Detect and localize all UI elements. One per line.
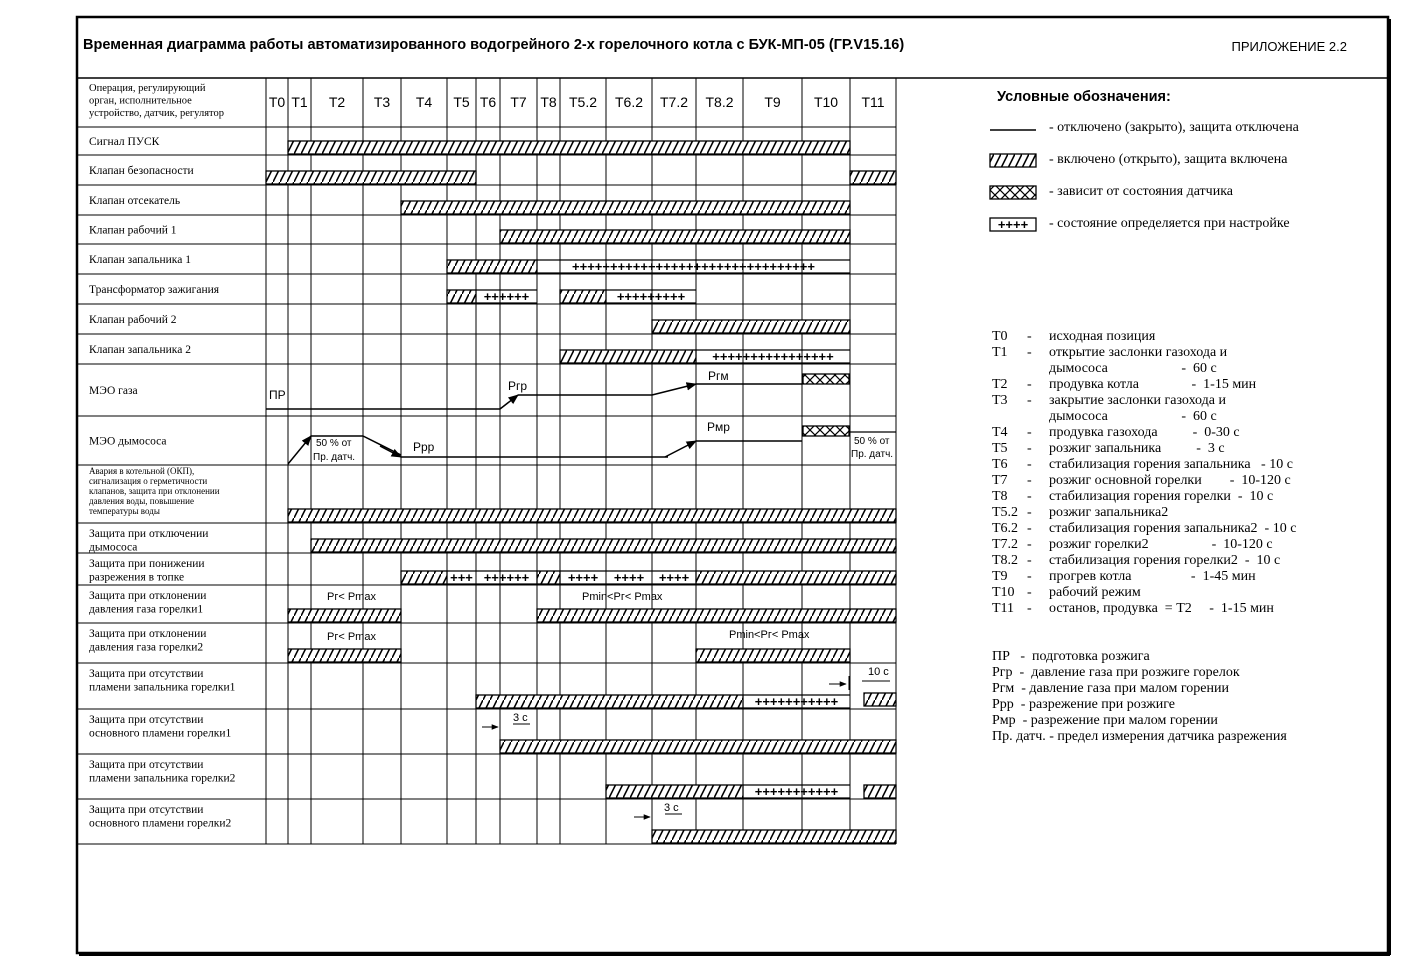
phase-code: T9 (992, 569, 1008, 584)
phase-desc: дымососа - 60 с (1049, 409, 1217, 424)
phase-code: T7.2 (992, 537, 1019, 552)
signal-set-marks: +++++++++++ (754, 784, 839, 799)
phase-code: T11 (992, 601, 1015, 616)
row-label: Защита при отсутствии (89, 804, 204, 816)
row-label: давления воды, повышение (89, 496, 194, 506)
row-label: Защита при понижении (89, 558, 205, 570)
row-label: разрежения в топке (89, 571, 185, 584)
phase-desc: розжиг запальника2 (1049, 505, 1169, 520)
column-header: T10 (813, 94, 839, 110)
fan-note: 50 % от (316, 438, 352, 449)
legend-item-text: - состояние определяется при настройке (1049, 216, 1290, 231)
signal-on-bar (288, 649, 401, 662)
row-label: МЭО газа (89, 385, 138, 397)
fan-actuator-arrow-3 (665, 441, 696, 457)
column-header: T3 (373, 94, 391, 110)
abbreviation-item: Рмр - разрежение при малом горении (992, 713, 1218, 728)
phase-sep: - (1027, 441, 1032, 456)
legend-set-marks: ++++ (997, 217, 1029, 232)
pressure-note: Pг< Pmax (327, 631, 376, 643)
row-label: Защита при отсутствии (89, 714, 204, 726)
phase-sep: - (1027, 569, 1032, 584)
signal-set-marks: +++ (450, 570, 473, 585)
row-label: МЭО дымососа (89, 435, 167, 448)
legend-dependent-symbol (990, 186, 1036, 199)
signal-on-bar (560, 290, 606, 303)
row-label: Клапан рабочий 2 (89, 314, 177, 326)
signal-on-bar (500, 230, 850, 243)
fan-note: Пр. датч. (851, 449, 894, 460)
phase-desc: останов, продувка = T2 - 1-15 мин (1049, 601, 1274, 616)
phase-sep: - (1027, 521, 1032, 536)
header-label-line: устройство, датчик, регулятор (89, 108, 224, 119)
signal-on-bar (266, 171, 476, 184)
signal-on-bar (500, 740, 896, 753)
phase-code: T8.2 (992, 553, 1019, 568)
abbreviation-item: Ргм - давление газа при малом горении (992, 681, 1229, 696)
signal-on-bar (696, 649, 850, 662)
phase-code: T10 (992, 585, 1015, 600)
fan-ignition-vacuum-label: Ррр (413, 440, 435, 454)
appendix-label: ПРИЛОЖЕНИЕ 2.2 (1231, 39, 1347, 54)
row-label: сигнализация о герметичности (89, 476, 208, 486)
signal-on-bar (864, 693, 896, 706)
fan-low-fire-vacuum-label: Рмр (707, 420, 730, 434)
phase-sep: - (1027, 457, 1032, 472)
phase-code: T6 (992, 457, 1008, 472)
row-label: пламени запальника горелки2 (89, 772, 236, 785)
row-label: давления газа горелки1 (89, 603, 204, 616)
signal-on-bar (560, 350, 696, 363)
phase-desc: розжиг горелки2 - 10-120 с (1049, 537, 1273, 552)
phase-desc: продувка газохода - 0-30 с (1049, 425, 1240, 440)
phase-sep: - (1027, 345, 1032, 360)
legend-on-symbol (990, 154, 1036, 167)
row-label: клапанов, защита при отклонении (89, 486, 220, 496)
phase-sep: - (1027, 601, 1032, 616)
signal-set-marks: ++++++++++++++++ (712, 349, 834, 364)
column-header: T1 (291, 94, 308, 110)
row-label: давления газа горелки2 (89, 641, 204, 654)
phase-sep: - (1027, 377, 1032, 392)
signal-dependent-bar (803, 374, 849, 384)
abbreviation-list (992, 649, 1287, 744)
phase-code: T1 (992, 345, 1008, 360)
row-label: Защита при отклонении (89, 590, 207, 602)
row-label: Клапан запальника 2 (89, 344, 191, 356)
signal-set-marks: ++++ (567, 570, 599, 585)
phase-desc: розжиг основной горелки - 10-120 с (1049, 473, 1291, 488)
signal-on-bar (288, 609, 401, 622)
pressure-note: Pmin<Pг< Pmax (582, 591, 663, 603)
phase-desc: стабилизация горения горелки2 - 10 с (1049, 553, 1281, 568)
phase-desc: исходная позиция (1049, 329, 1156, 344)
row-label: основного пламени горелки1 (89, 727, 232, 740)
signal-on-bar (537, 609, 896, 622)
column-header: T4 (415, 94, 433, 110)
row-label: Защита при отключении (89, 528, 209, 540)
row-label: Клапан рабочий 1 (89, 224, 177, 237)
phase-sep: - (1027, 473, 1032, 488)
phase-code: T8 (992, 489, 1008, 504)
signal-on-bar (447, 260, 537, 273)
fan-note: 50 % от (854, 436, 890, 447)
phase-code: T4 (992, 425, 1008, 440)
phase-desc: стабилизация горения запальника - 10 с (1049, 457, 1293, 472)
signal-on-bar (652, 830, 896, 843)
pressure-note: Pг< Pmax (327, 591, 376, 603)
column-header: T7.2 (659, 94, 689, 110)
legend-item-text: - отключено (закрыто), защита отключена (1049, 120, 1299, 135)
signal-on-bar (288, 141, 850, 154)
signal-on-bar (652, 320, 850, 333)
phase-list (992, 329, 1296, 616)
signal-set-marks: ++++++ (483, 289, 530, 304)
phase-sep: - (1027, 329, 1032, 344)
signal-set-marks: ++++ (613, 570, 645, 585)
row-label: Сигнал ПУСК (89, 136, 160, 148)
signal-set-marks: +++++++++ (616, 289, 686, 304)
phase-code: T0 (992, 329, 1008, 344)
phase-sep: - (1027, 553, 1032, 568)
phase-desc: рабочий режим (1049, 585, 1141, 600)
row-label: Защита при отсутствии (89, 759, 204, 771)
phase-sep: - (1027, 393, 1032, 408)
row-label: основного пламени горелки2 (89, 817, 232, 830)
phase-desc: открытие заслонки газохода и (1049, 345, 1228, 360)
phase-desc: стабилизация горения горелки - 10 с (1049, 489, 1274, 504)
phase-sep: - (1027, 489, 1032, 504)
signal-set-marks: ++++++++++++++++++++++++++++++++ (572, 259, 815, 274)
abbreviation-item: Пр. датч. - предел измерения датчика разрежения (992, 729, 1287, 744)
column-header: T0 (268, 94, 286, 110)
signal-on-bar (476, 695, 743, 708)
row-label: пламени запальника горелки1 (89, 681, 236, 694)
header-label-line: Операция, регулирующий (89, 83, 206, 94)
legend-item-text: - зависит от состояния датчика (1049, 184, 1234, 199)
signal-on-bar (311, 539, 896, 552)
header-label-line: орган, исполнительное (89, 95, 192, 107)
signal-on-bar (447, 290, 476, 303)
phase-code: T6.2 (992, 521, 1019, 536)
phase-code: T2 (992, 377, 1008, 392)
gas-prep-label: ПР (269, 388, 286, 402)
signal-on-bar (537, 571, 560, 584)
signal-set-marks: ++++++ (483, 570, 530, 585)
column-header: T11 (861, 94, 885, 110)
fan-actuator-arrow-1 (288, 436, 311, 464)
abbreviation-item: ПР - подготовка розжига (992, 649, 1150, 664)
gas-actuator-arrow-1 (500, 395, 518, 409)
row-label: дымососа (89, 541, 138, 554)
phase-desc: розжиг запальника - 3 с (1049, 441, 1225, 456)
phase-code: T3 (992, 393, 1008, 408)
phase-desc: прогрев котла - 1-45 мин (1049, 569, 1256, 584)
delay-note-3s: 3 с (664, 802, 679, 814)
fan-actuator-arrow-2 (380, 446, 401, 457)
timing-table (77, 78, 896, 844)
signal-set-marks: +++++++++++ (754, 694, 839, 709)
signal-on-bar (606, 785, 743, 798)
legend (990, 89, 1300, 232)
phase-desc: стабилизация горения запальника2 - 10 с (1049, 521, 1297, 536)
column-header: T7 (510, 94, 527, 110)
phase-code: T5 (992, 441, 1008, 456)
signal-dependent-bar (803, 426, 849, 436)
delay-note-3s: 3 с (513, 712, 528, 724)
phase-code: T7 (992, 473, 1008, 488)
column-header: T5.2 (568, 94, 598, 110)
legend-item-text: - включено (открыто), защита включена (1049, 152, 1288, 167)
signal-on-bar (696, 571, 896, 584)
delay-note-10s: 10 с (868, 666, 889, 678)
signal-on-bar (401, 201, 850, 214)
column-header: T8 (540, 94, 557, 110)
page-title: Временная диаграмма работы автоматизированного водогрейного 2-х горелочного котла с БУК-МП-05 (ГР.V15.16) (83, 37, 905, 53)
phase-sep: - (1027, 537, 1032, 552)
signal-on-bar (288, 509, 896, 522)
row-label: температуры воды (89, 506, 160, 516)
phase-desc: продувка котла - 1-15 мин (1049, 377, 1257, 392)
phase-sep: - (1027, 505, 1032, 520)
signal-on-bar (850, 171, 896, 184)
column-header: T2 (328, 94, 346, 110)
signal-on-bar (864, 785, 896, 798)
column-header: T8.2 (705, 94, 734, 110)
column-header: T5 (453, 94, 470, 110)
gas-low-fire-pressure-label: Ргм (708, 369, 729, 383)
gas-actuator-arrow-2 (652, 384, 696, 395)
abbreviation-item: Ргр - давление газа при розжиге горелок (992, 665, 1240, 680)
signal-set-marks: ++++ (658, 570, 690, 585)
pressure-note: Pmin<Pг< Pmax (729, 629, 810, 641)
row-label: Трансформатор зажигания (89, 284, 220, 296)
gas-ignition-pressure-label: Ргр (508, 379, 528, 393)
column-header: T9 (764, 94, 781, 110)
row-label: Авария в котельной (ОКП), (89, 466, 195, 476)
phase-sep: - (1027, 425, 1032, 440)
row-label: Клапан отсекатель (89, 195, 181, 207)
legend-title: Условные обозначения: (997, 89, 1171, 105)
phase-sep: - (1027, 585, 1032, 600)
row-label: Клапан безопасности (89, 165, 194, 177)
signal-on-bar (401, 571, 447, 584)
phase-code: T5.2 (992, 505, 1019, 520)
abbreviation-item: Ррр - разрежение при розжиге (992, 697, 1176, 712)
row-label: Защита при отсутствии (89, 668, 204, 680)
column-header: T6.2 (614, 94, 644, 110)
row-label: Клапан запальника 1 (89, 254, 191, 266)
column-header: T6 (479, 94, 497, 110)
phase-desc: закрытие заслонки газохода и (1049, 393, 1226, 408)
phase-desc: дымососа - 60 с (1049, 361, 1217, 376)
fan-note: Пр. датч. (313, 452, 356, 463)
row-label: Защита при отклонении (89, 628, 207, 640)
